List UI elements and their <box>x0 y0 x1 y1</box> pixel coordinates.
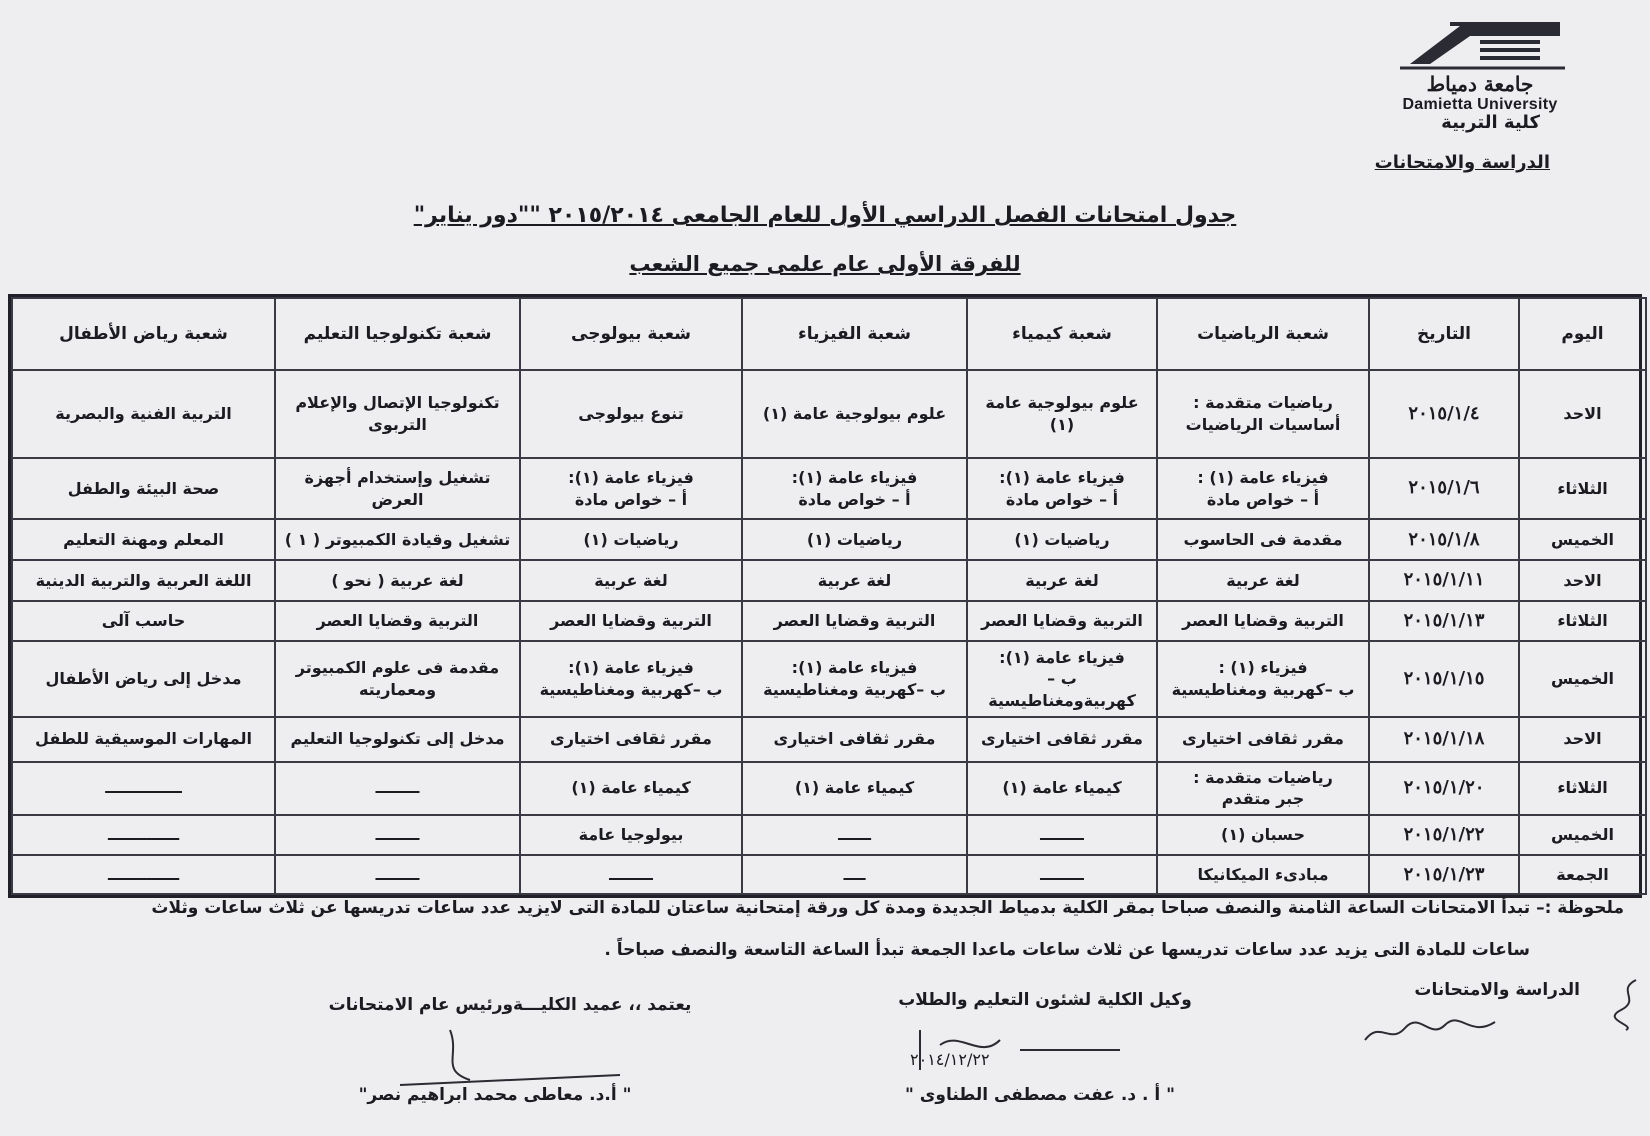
subject-line: صحة البيئة والطفل <box>67 478 220 498</box>
subject-cell <box>1157 855 1369 894</box>
date-cell: ٢٠١٥/١/٤ <box>1369 370 1519 458</box>
subject-line: رياضيات متقدمة : <box>1193 767 1333 787</box>
day-cell: الثلاثاء <box>1519 601 1646 642</box>
table-row <box>12 815 1646 856</box>
subject-line: مقرر ثقافى اختيارى <box>550 729 712 749</box>
subject-line: لغة عربية <box>817 570 892 590</box>
logo-arabic-text: جامعة دمياط <box>1426 72 1534 96</box>
subject-cell <box>1157 762 1369 815</box>
table-row <box>12 560 1646 601</box>
subject-cell <box>275 717 520 762</box>
exam-schedule-table <box>8 294 1642 898</box>
subject-line: كيمياء عامة (١) <box>571 778 691 798</box>
subject-line: ــــــــ <box>609 864 653 884</box>
subject-line: ــــ <box>843 864 866 884</box>
column-header: شعبة تكنولوجيا التعليم <box>275 298 520 370</box>
column-header: شعبة رياض الأطفال <box>12 298 275 370</box>
subject-line: تنوع بيولوجى <box>578 403 684 423</box>
subject-line: فيزياء عامة (١): <box>999 647 1125 667</box>
subject-cell <box>742 717 967 762</box>
date-cell: ٢٠١٥/١/٢٢ <box>1369 815 1519 856</box>
subject-line: التربية وقضايا العصر <box>550 611 712 631</box>
subject-cell <box>520 370 742 458</box>
date-cell: ٢٠١٥/١/٨ <box>1369 519 1519 560</box>
subject-line: فيزياء عامة (١): <box>568 658 694 678</box>
department-name: الدراسة والامتحانات <box>1374 152 1550 173</box>
note-line-2: ساعات للمادة التى يزيد عدد ساعات تدريسها عن ثلاث ساعات ماعدا الجمعة تبدأ الساعة التاسعة والنصف صباحاً . <box>604 940 1530 960</box>
subject-cell <box>275 601 520 642</box>
column-header: شعبة الرياضيات <box>1157 298 1369 370</box>
subject-line: جبر متقدم <box>1221 789 1305 809</box>
subject-cell <box>967 370 1157 458</box>
subject-line: ومعماريته <box>358 679 437 699</box>
subject-line: ــــــــ <box>375 864 420 884</box>
subject-cell <box>520 762 742 815</box>
subject-cell <box>742 458 967 520</box>
subject-cell <box>12 560 275 601</box>
university-logo <box>1380 14 1580 114</box>
subject-cell <box>967 641 1157 717</box>
subject-cell <box>12 370 275 458</box>
subject-cell <box>520 717 742 762</box>
subject-cell <box>742 641 967 717</box>
subject-line: مدخل إلى تكنولوجيا التعليم <box>290 729 505 749</box>
subject-line: ــــــــــــــ <box>105 778 182 798</box>
subject-cell <box>1157 458 1369 520</box>
subject-line: فيزياء عامة (١): <box>568 467 694 487</box>
department-signature-scribble <box>1360 1010 1500 1050</box>
subject-cell <box>520 641 742 717</box>
subject-line: أ – خواص مادة <box>574 489 688 509</box>
subject-cell <box>275 762 520 815</box>
subject-cell <box>12 519 275 560</box>
date-cell: ٢٠١٥/١/١١ <box>1369 560 1519 601</box>
day-cell: الخميس <box>1519 815 1646 856</box>
subject-line: علوم بيولوجية عامة (١) <box>985 393 1139 434</box>
day-cell: الاحد <box>1519 717 1646 762</box>
subject-line: رياضيات (١) <box>1014 529 1110 549</box>
table-row <box>12 601 1646 642</box>
subject-line: التربية وقضايا العصر <box>1182 611 1344 631</box>
subject-cell <box>742 519 967 560</box>
subject-cell <box>742 855 967 894</box>
column-header: التاريخ <box>1369 298 1519 370</box>
logo-english-text: Damietta University <box>1402 96 1558 113</box>
subject-line: أ – خواص مادة <box>1005 489 1119 509</box>
subject-line: ب –كهربية ومغناطيسية <box>1171 679 1355 699</box>
subject-line: ــــــ <box>838 825 871 845</box>
table-row <box>12 641 1646 717</box>
faculty-name: كلية التربية <box>1441 112 1540 133</box>
subject-cell <box>12 458 275 520</box>
subject-line: مدخل إلى رياض الأطفال <box>45 669 242 689</box>
subject-line: ـــــــــــــ <box>107 864 180 884</box>
subject-line: بيولوجيا عامة <box>578 825 684 845</box>
subject-cell <box>742 601 967 642</box>
subject-cell <box>1157 519 1369 560</box>
subject-cell <box>520 560 742 601</box>
subject-cell <box>12 717 275 762</box>
subject-cell <box>967 762 1157 815</box>
subject-line: ب –كهربية ومغناطيسية <box>539 679 723 699</box>
subject-cell <box>1157 560 1369 601</box>
subject-line: فيزياء عامة (١): <box>999 467 1125 487</box>
subject-line: التربية وقضايا العصر <box>981 611 1143 631</box>
table-row <box>12 370 1646 458</box>
day-cell: الاحد <box>1519 560 1646 601</box>
subject-line: المعلم ومهنة التعليم <box>63 529 224 549</box>
column-header: شعبة بيولوجى <box>520 298 742 370</box>
subject-cell <box>275 519 520 560</box>
note-line-1: ملحوظة :– تبدأ الامتحانات الساعة الثامنة والنصف صباحا بمقر الكلية بدمياط الجديدة ومدة كل ورقة إمتحانية ساعتان للمادة التى لايزيد عدد ساعات تدريسها عن ثلاث ساعات وثلاث <box>151 898 1624 918</box>
table-row <box>12 762 1646 815</box>
subject-line: لغة عربية ( نحو ) <box>331 570 464 590</box>
table-body <box>12 370 1646 894</box>
subject-line: رياضيات (١) <box>806 529 903 549</box>
subject-line: علوم بيولوجية عامة (١) <box>762 403 947 423</box>
subject-line: ــــــــ <box>375 778 420 798</box>
subject-cell <box>967 601 1157 642</box>
subject-line: رياضيات متقدمة : <box>1193 393 1333 413</box>
document-subtitle: للفرقة الأولى عام علمى جميع الشعب <box>629 252 1021 276</box>
subject-cell <box>520 855 742 894</box>
subject-line: ب –كهربيةومغناطيسية <box>988 669 1136 710</box>
subject-cell <box>1157 601 1369 642</box>
subject-cell <box>12 601 275 642</box>
subject-line: مقرر ثقافى اختيارى <box>1182 729 1344 749</box>
subject-cell <box>967 519 1157 560</box>
university-emblem-icon <box>1390 14 1570 74</box>
subject-cell <box>275 560 520 601</box>
subject-line: مبادىء الميكانيكا <box>1197 864 1329 884</box>
subject-cell <box>967 560 1157 601</box>
subject-line: التربية وقضايا العصر <box>316 611 479 631</box>
subject-line: لغة عربية <box>594 570 668 590</box>
subject-line: مقرر ثقافى اختيارى <box>773 729 936 749</box>
subject-line: مقدمة فى الحاسوب <box>1183 529 1343 549</box>
column-header: شعبة كيمياء <box>967 298 1157 370</box>
subject-cell <box>742 370 967 458</box>
table-row <box>12 519 1646 560</box>
subject-cell <box>275 815 520 856</box>
subject-cell <box>967 855 1157 894</box>
date-cell: ٢٠١٥/١/١٥ <box>1369 641 1519 717</box>
subject-cell <box>1157 815 1369 856</box>
date-cell: ٢٠١٥/١/٢٣ <box>1369 855 1519 894</box>
subject-cell <box>520 458 742 520</box>
subject-line: أ – خواص مادة <box>798 489 911 509</box>
subject-cell <box>275 641 520 717</box>
subject-cell <box>12 855 275 894</box>
day-cell: الثلاثاء <box>1519 762 1646 815</box>
subject-cell <box>520 519 742 560</box>
subject-line: المهارات الموسيقية للطفل <box>35 729 252 749</box>
subject-cell <box>12 641 275 717</box>
margin-scribble <box>1606 975 1646 1035</box>
subject-line: فيزياء عامة (١): <box>791 658 918 678</box>
date-cell: ٢٠١٥/١/٦ <box>1369 458 1519 520</box>
subject-cell <box>1157 370 1369 458</box>
document-title: جدول امتحانات الفصل الدراسي الأول للعام الجامعى ٢٠١٥/٢٠١٤ ""دور يناير" <box>413 203 1237 228</box>
subject-line: كيمياء عامة (١) <box>794 778 915 798</box>
subject-cell <box>742 815 967 856</box>
vice-dean-title: وكيل الكلية لشئون التعليم والطلاب <box>898 990 1192 1010</box>
subject-line: تشغيل وإستخدام أجهزة العرض <box>304 467 491 509</box>
subject-cell <box>275 458 520 520</box>
column-header: اليوم <box>1519 298 1646 370</box>
handwritten-date: ٢٠١٤/١٢/٢٢ <box>910 1050 990 1069</box>
subject-cell <box>967 458 1157 520</box>
subject-line: التربية وقضايا العصر <box>773 611 936 631</box>
subject-line: حسبان (١) <box>1221 825 1305 845</box>
subject-cell <box>12 815 275 856</box>
date-cell: ٢٠١٥/١/١٣ <box>1369 601 1519 642</box>
subject-line: مقرر ثقافى اختيارى <box>981 729 1143 749</box>
subject-cell <box>520 815 742 856</box>
subject-cell <box>967 717 1157 762</box>
subject-line: أساسيات الرياضيات <box>1185 414 1341 434</box>
day-cell: الاحد <box>1519 370 1646 458</box>
vice-dean-name: " أ . د. عفت مصطفى الطناوى " <box>905 1085 1175 1105</box>
table-row <box>12 855 1646 894</box>
subject-line: فيزياء (١) : <box>1218 658 1308 678</box>
dean-name: " أ.د. معاطى محمد ابراهيم نصر" <box>358 1085 632 1105</box>
date-cell: ٢٠١٥/١/٢٠ <box>1369 762 1519 815</box>
day-cell: الخميس <box>1519 519 1646 560</box>
subject-line: فيزياء عامة (١) : <box>1197 467 1329 487</box>
subject-line: تكنولوجيا الإتصال والإعلام التربوى <box>295 393 500 434</box>
subject-line: ـــــــــــــ <box>107 825 180 845</box>
subject-line: حاسب آلى <box>101 611 186 631</box>
subject-line: تشغيل وقيادة الكمبيوتر ( ١ ) <box>284 529 511 549</box>
subject-cell <box>1157 717 1369 762</box>
subject-cell <box>275 855 520 894</box>
subject-line: ــــــــ <box>1040 825 1084 845</box>
table-row <box>12 717 1646 762</box>
dean-title: يعتمد ،، عميد الكليـــةورئيس عام الامتحانات <box>328 995 692 1015</box>
subject-line: أ – خواص مادة <box>1206 489 1320 509</box>
subject-cell <box>12 762 275 815</box>
subject-cell <box>742 560 967 601</box>
subject-line: اللغة العربية والتربية الدينية <box>35 570 252 590</box>
subject-line: التربية الفنية والبصرية <box>55 403 232 423</box>
subject-line: لغة عربية <box>1025 570 1099 590</box>
subject-line: رياضيات (١) <box>583 529 679 549</box>
subject-line: فيزياء عامة (١): <box>791 467 918 487</box>
date-cell: ٢٠١٥/١/١٨ <box>1369 717 1519 762</box>
column-header: شعبة الفيزياء <box>742 298 967 370</box>
subject-line: ب –كهربية ومغناطيسية <box>763 679 946 699</box>
subject-cell <box>1157 641 1369 717</box>
subject-line: لغة عربية <box>1226 570 1300 590</box>
department-signature-label: الدراسة والامتحانات <box>1414 980 1580 1000</box>
table-header-row <box>12 298 1646 370</box>
day-cell: الجمعة <box>1519 855 1646 894</box>
subject-cell <box>520 601 742 642</box>
day-cell: الثلاثاء <box>1519 458 1646 520</box>
subject-line: مقدمة فى علوم الكمبيوتر <box>295 658 500 678</box>
subject-line: كيمياء عامة (١) <box>1002 778 1122 798</box>
day-cell: الخميس <box>1519 641 1646 717</box>
subject-cell <box>275 370 520 458</box>
subject-cell <box>742 762 967 815</box>
subject-cell <box>967 815 1157 856</box>
subject-line: ــــــــ <box>375 825 420 845</box>
table-row <box>12 458 1646 520</box>
subject-line: ــــــــ <box>1040 864 1084 884</box>
